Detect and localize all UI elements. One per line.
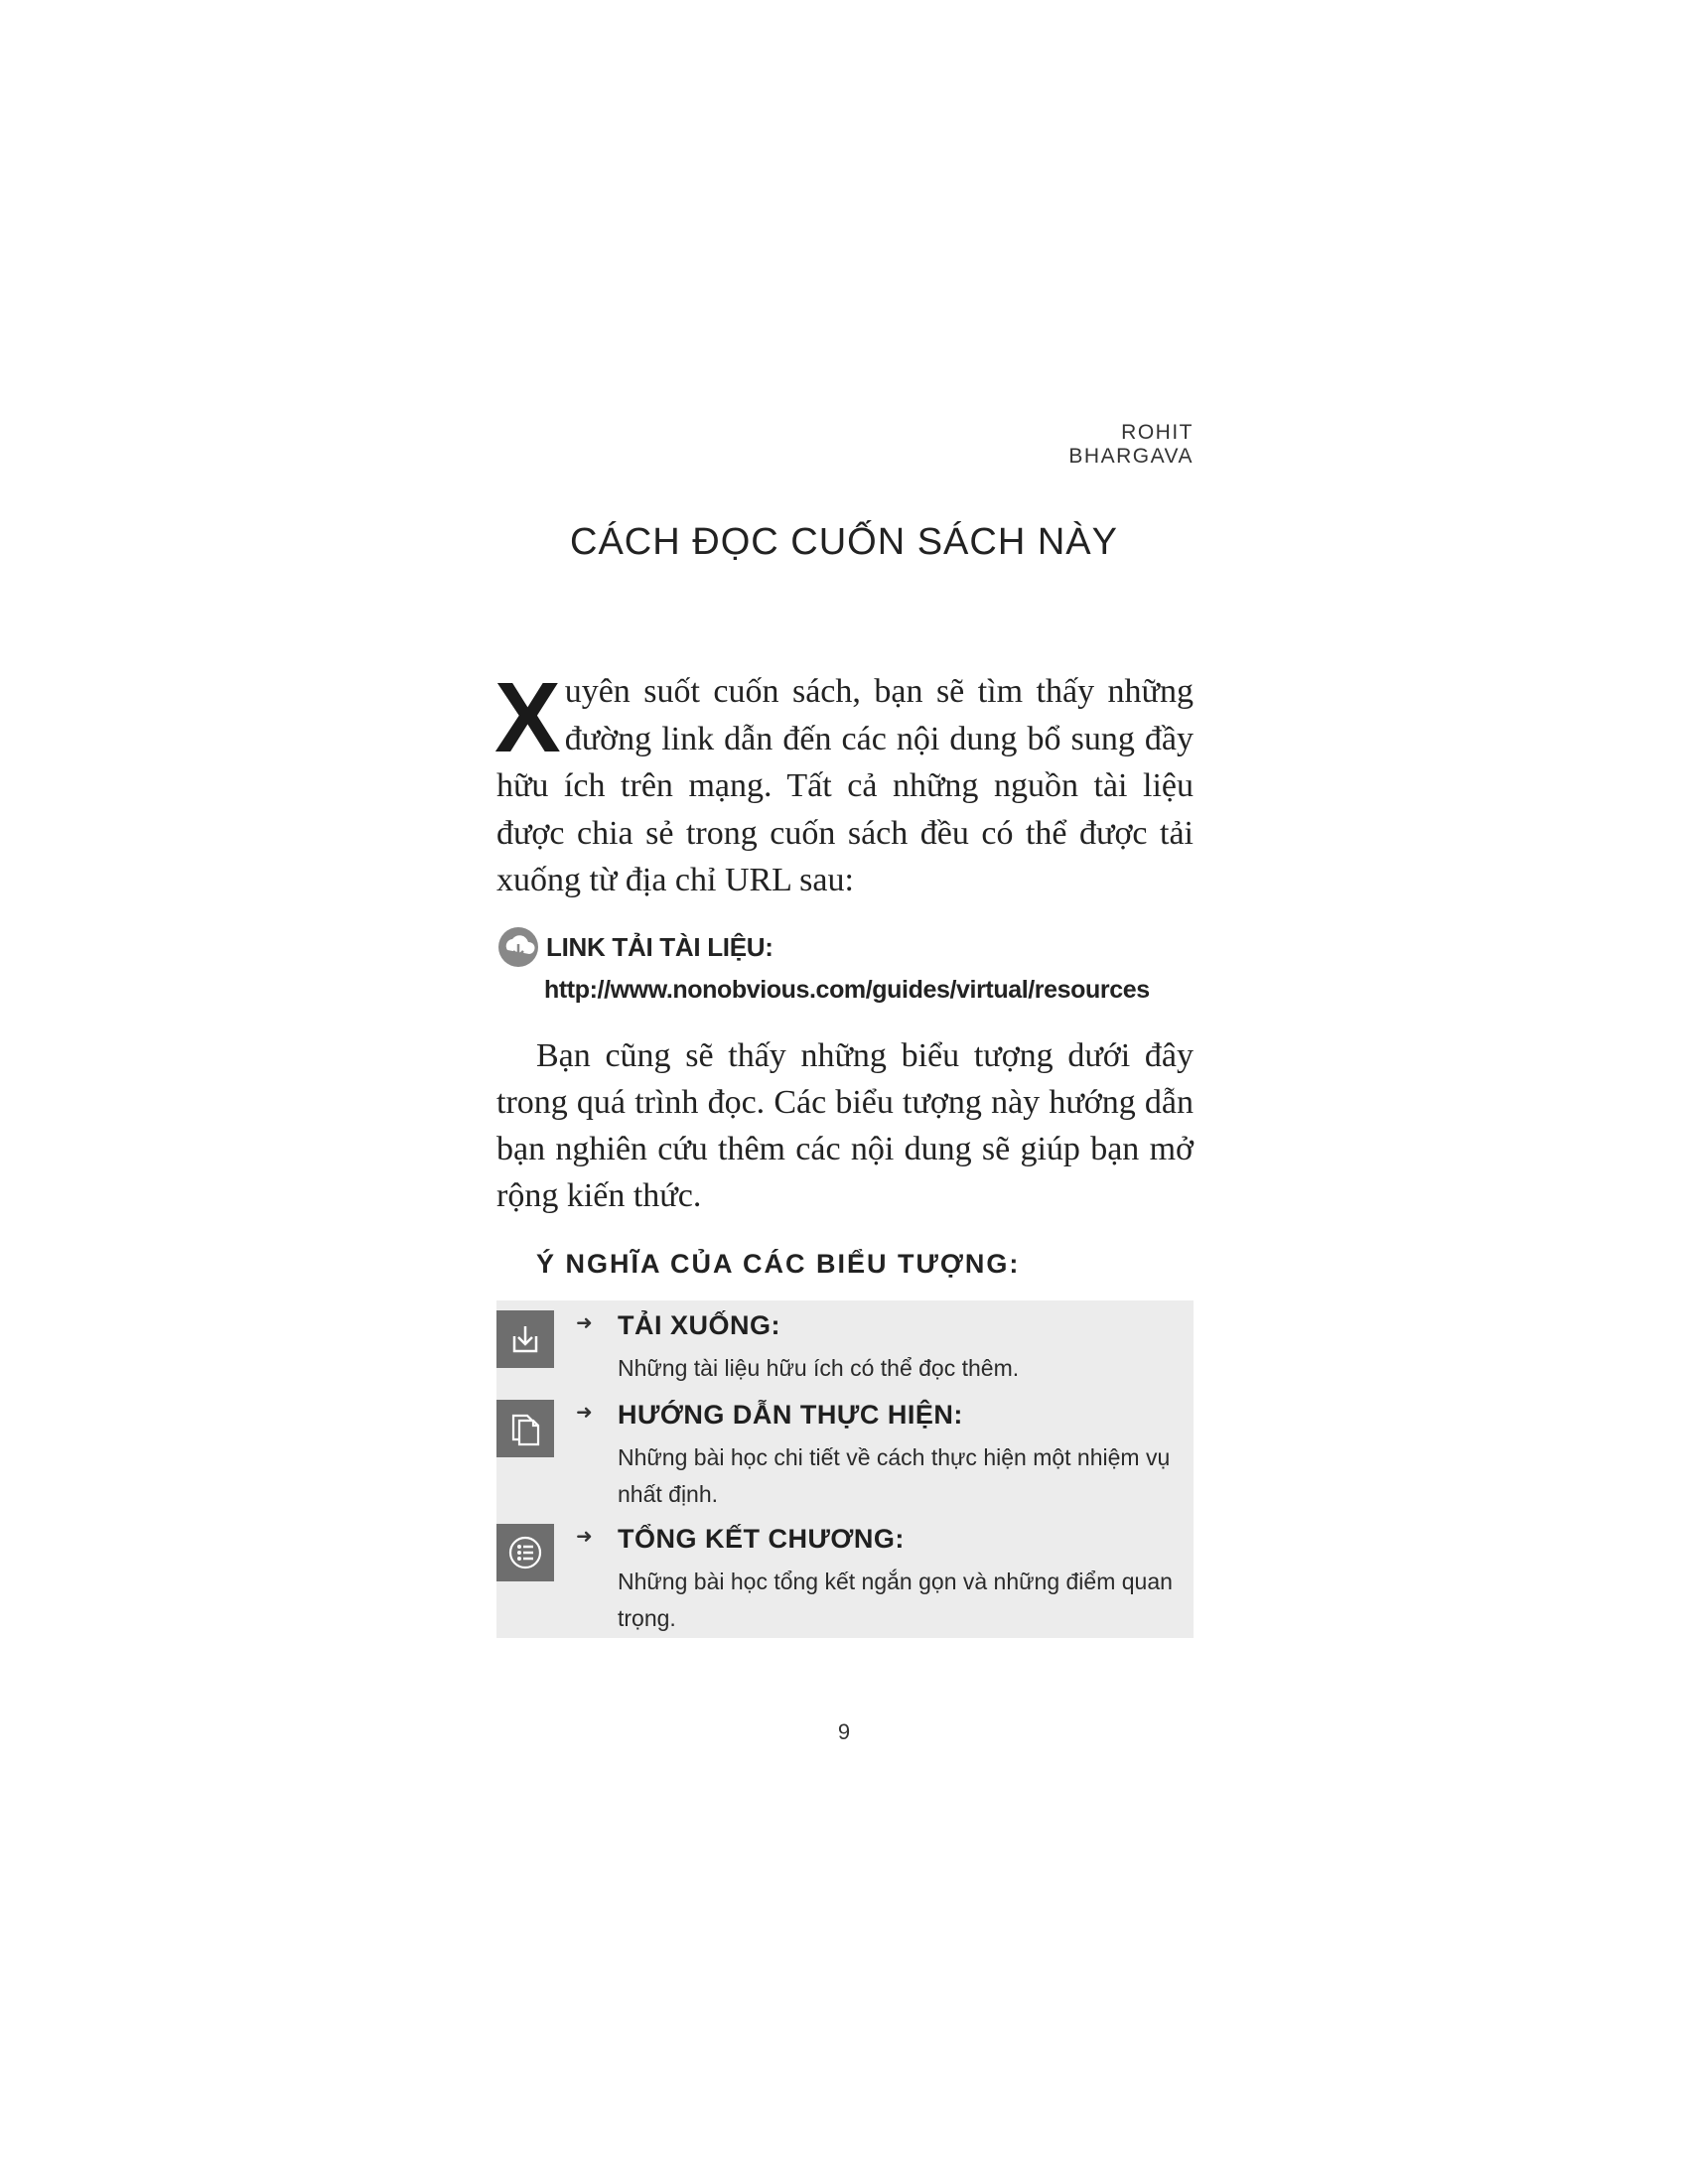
list-icon (496, 1524, 554, 1581)
resource-url-link[interactable]: http://www.nonobvious.com/guides/virtual/resources (544, 976, 1150, 1004)
documents-icon (496, 1400, 554, 1457)
arrow-right-icon: ➜ (576, 1524, 593, 1548)
legend-title: Ý NGHĨA CỦA CÁC BIỂU TƯỢNG: (536, 1249, 1021, 1279)
legend-item-description: Những tài liệu hữu ích có thể đọc thêm. (618, 1355, 1020, 1381)
page-number: 9 (837, 1719, 851, 1744)
cloud-download-icon (496, 925, 540, 969)
legend-item-name: TỔNG KẾT CHƯƠNG: (618, 1524, 905, 1554)
legend-item-name: TẢI XUỐNG: (618, 1310, 780, 1340)
intro-paragraph (494, 662, 1194, 904)
legend-item-description: Những bài học chi tiết về cách thực hiện một nhiệm vụ nhất định. (618, 1444, 1171, 1507)
icon-legend-box (496, 1300, 1194, 1638)
download-icon (496, 1310, 554, 1368)
arrow-right-icon: ➜ (576, 1310, 593, 1334)
running-head-author: ROHIT BHARGAVA (1068, 421, 1194, 468)
resource-link-label: LINK TẢI TÀI LIỆU: (546, 931, 774, 962)
arrow-right-icon: ➜ (576, 1400, 593, 1424)
chapter-title: CÁCH ĐỌC CUỐN SÁCH NÀY (570, 521, 1118, 563)
drop-cap: X (494, 662, 561, 773)
legend-item-description: Những bài học tổng kết ngắn gọn và những điểm quan trọng. (618, 1569, 1173, 1631)
icons-intro-paragraph: Bạn cũng sẽ thấy những biểu tượng dưới đây trong quá trình đọc. Các biểu tượng này hướng dẫn bạn nghiên cứu thêm các nội dung sẽ giúp bạn mở rộng kiến thức. (496, 1037, 1194, 1214)
resource-link-heading (496, 929, 774, 965)
legend-item-name: HƯỚNG DẪN THỰC HIỆN: (618, 1400, 963, 1430)
intro-text: uyên suốt cuốn sách, bạn sẽ tìm thấy những đường link dẫn đến các nội dung bổ sung đầy hữu ích trên mạng. Tất cả những nguồn tài liệu được chia sẻ trong cuốn sách đều có thể được tải xuống từ địa chỉ URL sau: (496, 673, 1194, 898)
